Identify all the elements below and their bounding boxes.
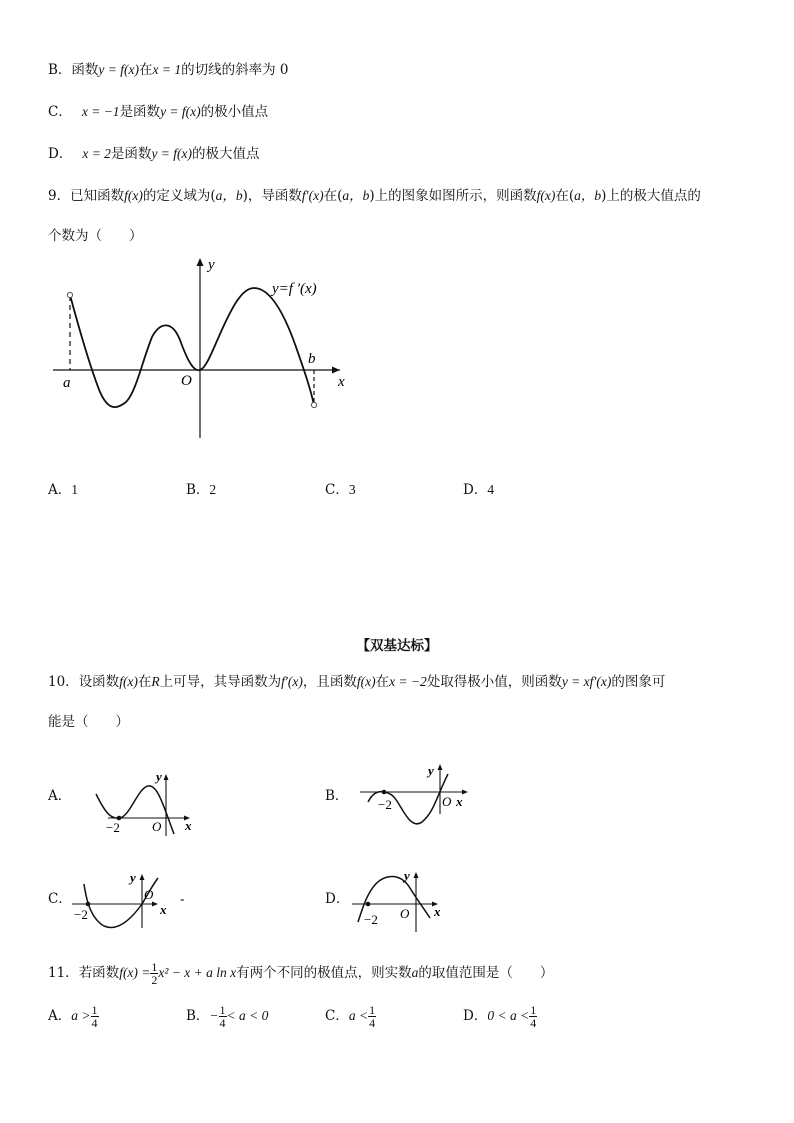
- option-letter: A．: [48, 1008, 72, 1024]
- math-expr: y = f(x): [160, 104, 201, 119]
- math-expr: a <: [348, 1008, 369, 1023]
- math-expr: f′(x): [301, 188, 324, 203]
- x-label: x: [456, 794, 463, 809]
- text: 在: [137, 674, 152, 690]
- math-expr: 0 < a <: [487, 1008, 530, 1023]
- fraction: [91, 1004, 99, 1029]
- denominator: 4: [91, 1016, 98, 1030]
- section-title: 【双基达标】: [356, 638, 438, 654]
- denominator: 2: [151, 973, 158, 987]
- option-value: 1: [71, 482, 78, 497]
- q9-option-b: [186, 480, 216, 500]
- math-expr: f(x): [356, 674, 376, 689]
- neg2-label: −2: [106, 820, 120, 835]
- math-expr: a，b: [574, 188, 602, 203]
- q10-option-a-graph: [90, 768, 200, 838]
- text: 是函数: [119, 104, 161, 120]
- math-expr: a >: [71, 1008, 91, 1023]
- q10-option-d-letter: D．: [325, 891, 350, 907]
- text: 处取得极小值，则函数: [426, 674, 562, 690]
- q9-option-a: [48, 480, 78, 500]
- y-axis-arrow: [164, 774, 169, 780]
- q8-option-b: [48, 60, 289, 80]
- text: 的取值范围是（ ）: [418, 965, 554, 981]
- q9-option-c: [325, 480, 356, 500]
- origin-label: O: [400, 906, 410, 921]
- origin-label: O: [181, 373, 192, 389]
- math-expr: a，b: [342, 188, 370, 203]
- text: 函数: [71, 62, 99, 78]
- y-label: y: [404, 868, 410, 883]
- numerator: 1: [91, 1003, 98, 1017]
- origin-label: O: [442, 794, 452, 809]
- math-expr: −: [209, 1008, 219, 1023]
- option-letter: B．: [186, 1008, 210, 1024]
- option-letter: B．: [186, 482, 210, 498]
- point-neg2: [86, 902, 91, 907]
- text: 是函数: [110, 146, 152, 162]
- text: 已知函数: [70, 188, 125, 204]
- math-expr: f(x): [119, 674, 138, 689]
- q10-option-b-letter: B．: [325, 788, 349, 804]
- text: )，导函数: [242, 188, 302, 204]
- text: ，且函数: [302, 674, 357, 690]
- numerator: 1: [151, 960, 158, 974]
- y-axis-label: y: [208, 257, 215, 273]
- math-expr: y = f(x): [98, 62, 140, 77]
- math-expr: R: [151, 674, 160, 689]
- math-expr: x = −1: [81, 104, 120, 119]
- option-letter: D．: [463, 1008, 488, 1024]
- x-axis-arrow: [332, 367, 340, 374]
- math-expr: a: [411, 965, 419, 980]
- x-axis-label: x: [338, 374, 345, 390]
- option-letter: C．: [325, 482, 349, 498]
- q11-option-c: [325, 1004, 376, 1029]
- option-letter: C．: [325, 1008, 349, 1024]
- math-expr: x = 2: [82, 146, 111, 161]
- text: 在: [375, 674, 390, 690]
- b-label: b: [308, 351, 316, 367]
- y-label: y: [428, 763, 434, 778]
- q10-option-a-letter: A．: [48, 788, 72, 804]
- question-number: 9．: [48, 188, 71, 204]
- graph-curve: [84, 878, 158, 927]
- text: 在(: [323, 188, 343, 204]
- y-axis-arrow: [197, 258, 204, 266]
- q10-option-c-graph: [72, 868, 182, 938]
- text: 在(: [555, 188, 575, 204]
- open-endpoint-b: [311, 402, 316, 407]
- q10-stem: [48, 672, 665, 692]
- x-label: x: [160, 902, 167, 917]
- x-axis-arrow: [462, 790, 468, 795]
- point-neg2: [366, 902, 371, 907]
- q10-option-c-letter: C．: [48, 891, 72, 907]
- neg2-label: −2: [378, 797, 392, 812]
- denominator: 4: [530, 1016, 537, 1030]
- option-value: 4: [487, 482, 495, 497]
- question-number: 10．: [48, 674, 79, 690]
- q9-stem: [48, 186, 701, 206]
- math-expr: x = −2: [389, 674, 427, 689]
- q10-option-c-extra-mark: -: [180, 891, 185, 906]
- open-endpoint-a: [67, 292, 72, 297]
- q9-derivative-graph: [48, 252, 358, 444]
- origin-label: O: [152, 819, 162, 834]
- point-neg2: [382, 790, 387, 795]
- q9-stem-line2: 个数为（ ）: [48, 228, 143, 244]
- text: 的定义域为(: [142, 188, 216, 204]
- text: 若函数: [78, 965, 120, 981]
- option-letter: C．: [48, 104, 72, 120]
- derivative-curve: [70, 288, 314, 407]
- fraction: [219, 1004, 227, 1029]
- text: )上的图象如图所示，则函数: [369, 188, 537, 204]
- numerator: 1: [530, 1003, 537, 1017]
- neg2-label: −2: [364, 912, 378, 927]
- origin-label: O: [144, 887, 154, 902]
- math-expr: x = 1: [152, 62, 182, 77]
- math-expr: < a < 0: [226, 1008, 269, 1023]
- y-label: y: [130, 870, 136, 885]
- math-expr: f(x): [536, 188, 556, 203]
- option-letter: B．: [48, 62, 72, 78]
- math-expr: x² − x + a ln x: [158, 965, 237, 980]
- option-value: 2: [209, 482, 217, 497]
- text: 的极小值点: [200, 104, 269, 120]
- q11-option-d: [463, 1004, 537, 1029]
- fraction: [368, 1004, 376, 1029]
- math-expr: y = f(x): [151, 146, 193, 161]
- question-number: 11．: [48, 965, 79, 981]
- text: )上的极大值点的: [601, 188, 701, 204]
- q11-option-b: [186, 1004, 268, 1029]
- y-axis-arrow: [438, 764, 443, 770]
- y-label: y: [156, 769, 162, 784]
- q8-option-c: [48, 102, 268, 122]
- numerator: 1: [369, 1003, 376, 1017]
- math-expr: f(x) =: [119, 965, 151, 980]
- math-expr: f(x): [124, 188, 143, 203]
- option-letter: A．: [48, 482, 72, 498]
- math-expr: a，b: [215, 188, 243, 203]
- text: 在: [139, 62, 153, 78]
- a-label: a: [63, 375, 71, 391]
- q11-option-a: [48, 1004, 99, 1029]
- x-label: x: [185, 818, 192, 833]
- option-letter: D．: [48, 146, 73, 162]
- q11-stem: [48, 961, 553, 986]
- y-axis-arrow: [140, 874, 145, 880]
- denominator: 4: [369, 1016, 376, 1030]
- option-value: 3: [348, 482, 356, 497]
- fraction: [529, 1004, 537, 1029]
- neg2-label: −2: [74, 907, 88, 922]
- text: 有两个不同的极值点，则实数: [236, 965, 412, 981]
- q10-option-b-graph: [360, 762, 475, 832]
- y-axis-arrow: [414, 872, 419, 878]
- math-expr: y = xf′(x): [561, 674, 612, 689]
- text: 设函数: [78, 674, 120, 690]
- x-label: x: [434, 904, 441, 919]
- numerator: 1: [219, 1003, 226, 1017]
- q10-option-d-graph: [350, 866, 450, 938]
- math-expr: f′(x): [281, 674, 303, 689]
- option-letter: D．: [463, 482, 488, 498]
- curve-label: y=f ′(x): [272, 281, 317, 297]
- x-axis-arrow: [152, 902, 158, 907]
- text: 的图象可: [611, 674, 666, 690]
- q9-option-d: [463, 480, 494, 500]
- q10-stem-line2: 能是（ ）: [48, 714, 129, 730]
- denominator: 4: [219, 1016, 226, 1030]
- text: 上可导，其导函数为: [159, 674, 282, 690]
- q8-option-d: [48, 144, 260, 164]
- text: 的切线的斜率为 0: [181, 62, 289, 78]
- text: 的极大值点: [192, 146, 260, 162]
